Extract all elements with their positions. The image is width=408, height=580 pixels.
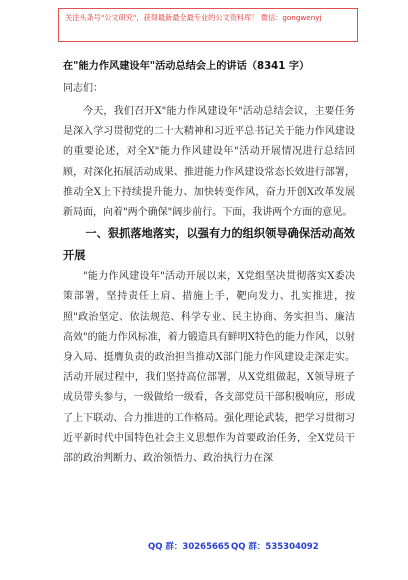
document-title: 在"能力作风建设年"活动总结会上的讲话（8341 字） — [63, 61, 310, 72]
footer-qq-group-2: QQ 群：535304092 — [231, 542, 319, 552]
paragraph-intro: 今天，我们召开X"能力作风建设年"活动总结会议，主要任务是深入学习贯彻党的二十大精神和习近平总书记关于能力作风建设的重要论述，对全X"能力作风建设年"活动开展情况进行总结回顾，对深化拓展活动成果、推进能力作风建设常态长效进行部署，推动全X上下持续提升能力、加快转变作风，奋力开创X改革发展新局面，向着"两个确保"阔步前行。下面，我讲两个方面的意见。 — [63, 106, 355, 219]
document-body — [63, 102, 355, 469]
footer-qq-group-1: QQ 群：30265665 — [148, 542, 230, 552]
section-heading-1: 一、狠抓落地落实，以强有力的组织领导确保活动高效开展 — [63, 227, 355, 263]
promo-banner-text: 关注头条号"公文研究"，获得最新最全最专业的公文资料库！ 微信：gongwenyj — [65, 13, 322, 22]
paragraph-section-1: "能力作风建设年"活动开展以来，X党组坚决贯彻落实X委决策部署，坚持责任上肩、措施上手，靶向发力、扎实推进，按照"政治坚定、依法规范、科学专业、民主协商、务实担当、廉洁高效"的能力作风标准，着力锻造具有鲜明X特色的能力作风，以射身入局、挺膺负责的政治担当推动X部门能力作风建设走深走实。活动开展过程中，我们坚持高位部署，从X党组做起，X领导班子成员带头参与，一级做给一级看，各支部党员干部积极响应，形成了上下联动、合力推进的工作格局。强化理论武装，把学习贯彻习近平新时代中国特色社会主义思想作为首要政治任务，全X党员干部的政治判断力、政治领悟力、政治执行力在深 — [63, 271, 355, 465]
promo-banner — [58, 8, 358, 42]
salutation: 同志们： — [63, 83, 103, 94]
footer-contact — [0, 540, 408, 554]
